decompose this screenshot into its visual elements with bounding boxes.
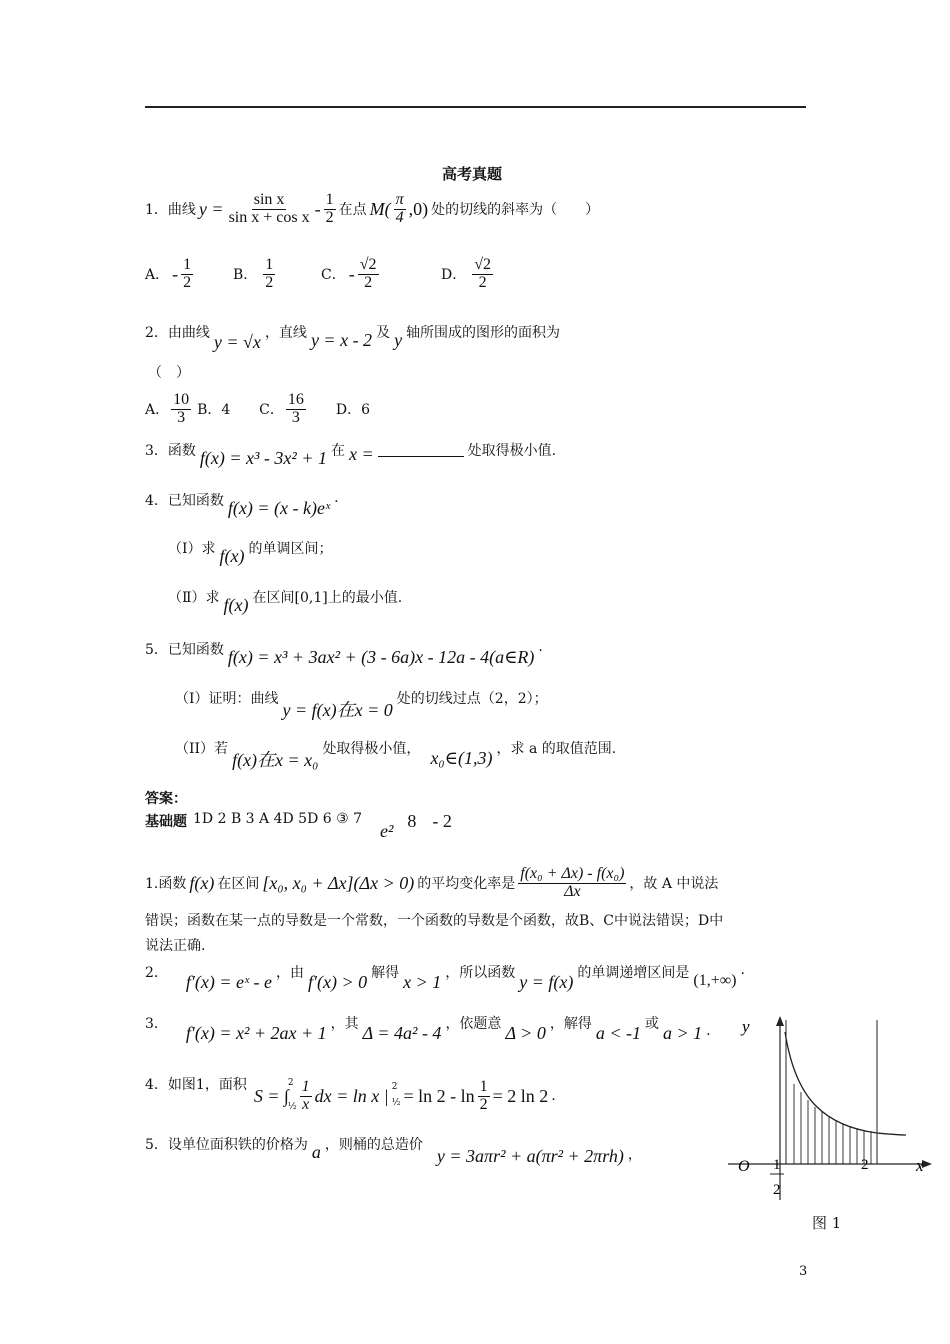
q4-part-2 (168, 587, 402, 623)
section-title: 高考真题 (442, 165, 503, 183)
a1-line3: 说法正确. (145, 938, 206, 954)
q5-p2-cond: x₀∈(1,3) (430, 748, 493, 768)
answer-5 (145, 1134, 642, 1170)
a2-interval: (1,+∞) (693, 972, 737, 989)
answers-heading: 答案： (145, 791, 187, 807)
q2-option-b: B．4 (197, 402, 231, 418)
a2-func: y = f(x) (519, 972, 574, 992)
basic-eight: 8 (407, 811, 417, 831)
q4-p2-lead: （Ⅱ）求 (168, 590, 220, 606)
q1-func-den: sin x + cos x (228, 208, 310, 226)
a4-lower: ½ (287, 1102, 297, 1112)
a4-end: . (551, 1088, 556, 1104)
page-number: 3 (799, 1264, 808, 1279)
q1-pi-fraction (394, 192, 406, 227)
a2-lead: 2． (145, 965, 168, 981)
answer-1 (145, 858, 718, 908)
a3-mid3: ，解得 (549, 1016, 592, 1032)
question-5 (145, 639, 543, 675)
question-2 (145, 318, 561, 352)
a3-deriv: f′(x) = x² + 2ax + 1 (185, 1023, 327, 1043)
a4-integrand: $\frac{1}{x}$ (301, 1077, 310, 1113)
q2-options (145, 384, 370, 434)
q3-at: 在 (330, 443, 345, 459)
basic-minus2: - 2 (432, 811, 452, 831)
a2-mid1: ，由 (276, 965, 305, 981)
header-rule (145, 106, 806, 108)
q2-option-c-fraction: $\frac{16}{3}$ (287, 390, 304, 426)
q3-tail: 处取得极小值. (467, 443, 557, 459)
a1-mid2: 的平均变化率是 (417, 876, 516, 892)
q1-option-c: C． - $\frac{√2}{2}$ (321, 255, 377, 291)
a4-lead: 4．如图1，面积 (145, 1077, 247, 1093)
a3-or: 或 (644, 1016, 659, 1032)
q1-lead: 1．曲线 (145, 202, 196, 218)
a4-limits (288, 1079, 297, 1113)
q5-p2-math: f(x)在x = x₀ (232, 750, 319, 770)
q2-option-c-label: C． (259, 402, 284, 418)
a5-mid: ，则桶的总造价 (324, 1137, 423, 1153)
q2-curve: y = √x (213, 331, 261, 352)
a1-line2: 错误；函数在某一点的导数是一个常数，一个函数的导数是个函数，故B、C中说法错误；D中 (145, 913, 724, 929)
q2-mid: ，直线 (264, 325, 307, 341)
q4-func: f(x) = (x - k)eˣ (227, 498, 331, 518)
q2-option-d: D．6 (335, 402, 370, 418)
q4-end: . (334, 490, 339, 506)
a1-lead: 1.函数 (145, 876, 187, 892)
q1-func-num: sin x (253, 190, 285, 208)
q4-p2-func: f(x) (223, 595, 249, 615)
origin-label: O (738, 1158, 750, 1175)
q1-option-b: B． $\frac{1}{2}$ (233, 255, 274, 291)
a2-end: . (740, 962, 745, 978)
figure-caption: 图 1 (812, 1214, 842, 1232)
a1-interval: [x₀, x₀ + Δx](Δx > 0) (262, 872, 415, 893)
q4-p1-func: f(x) (219, 546, 245, 566)
figure-1-graph (728, 1012, 938, 1212)
area-hatching (794, 1084, 871, 1164)
a2-mid3: ，所以函数 (445, 965, 516, 981)
q1-option-a: A． - $\frac{1}{2}$ (145, 255, 192, 291)
q1-func-fraction (227, 192, 312, 227)
a2-mid2: 解得 (371, 965, 400, 981)
answer-4 (145, 1068, 556, 1124)
q5-part-2 (175, 738, 616, 774)
a4-eval-limits: 2 ½ (391, 1082, 401, 1108)
a1-fraction: $\frac{\text{f(x₀ + Δx) - f(x₀)}}{\Delta x}$ (520, 864, 625, 900)
tick-half-num: 1 (773, 1157, 781, 1173)
q1-y: y = (198, 198, 224, 219)
answer-3 (145, 1013, 711, 1049)
q2-tail: 轴所围成的图形的面积为 (406, 325, 561, 341)
q1-pi-den: 4 (395, 208, 404, 226)
y-axis-label: y (742, 1017, 750, 1036)
q1-pi-num: π (395, 190, 404, 208)
a2-deriv: f′(x) = eˣ - e (185, 972, 273, 992)
question-1 (145, 184, 599, 234)
q5-func: f(x) = x³ + 3ax² + (3 - 6a)x - 12a - 4(a∈R) (227, 647, 535, 667)
a3-mid2: ，依题意 (445, 1016, 502, 1032)
q1-options (145, 250, 493, 298)
q5-p1-math: y = f(x)在x = 0 (282, 700, 393, 720)
q5-part-1 (175, 688, 548, 724)
q4-p2-tail: 在区间[0,1]上的最小值. (252, 590, 403, 606)
q4-p1-lead: （Ⅰ）求 (168, 541, 216, 557)
y-axis-arrow (776, 1016, 784, 1026)
q2-and: 及 (376, 325, 391, 341)
a5-formula: y = 3aπr² + a(πr² + 2πrh) (436, 1146, 624, 1166)
a3-sol2: a > 1 (662, 1023, 703, 1043)
question-3 (145, 440, 556, 476)
a5-a: a (311, 1142, 321, 1162)
q1-minus: - (314, 198, 321, 219)
a4-dx: dx = ln x | (314, 1085, 389, 1106)
a3-cond: Δ > 0 (505, 1023, 546, 1043)
tick-two: 2 (861, 1157, 869, 1173)
q2-axis: y (394, 329, 403, 350)
q2-lead: 2．由曲线 (145, 325, 210, 341)
q5-p1-lead: （I）证明：曲线 (175, 691, 279, 707)
basic-label: 基础题 (145, 814, 187, 830)
a4-result: = 2 ln 2 (492, 1085, 549, 1106)
a5-end: ， (627, 1147, 642, 1163)
tick-half-den: 2 (773, 1182, 781, 1198)
q5-p2-tail: ，求 a 的取值范围. (496, 741, 617, 757)
q5-p1-tail: 处的切线过点（2，2）； (396, 691, 548, 707)
q5-end: . (538, 639, 543, 655)
q2-paren: （ ） (148, 365, 190, 381)
q1-option-d: D． $\frac{√2}{2}$ (441, 255, 492, 291)
basic-e2: e² (380, 821, 394, 841)
a4-integral: S = ∫ (253, 1085, 289, 1106)
q4-part-1 (168, 538, 333, 574)
a1-fx: f(x) (189, 872, 215, 893)
q1-half-den: 2 (325, 208, 334, 226)
a3-disc: Δ = 4a² - 4 (362, 1023, 442, 1043)
x-axis-label: x (916, 1156, 924, 1175)
q2-option-a-label: A． (145, 402, 170, 418)
a2-ineq: f′(x) > 0 (308, 972, 368, 992)
q1-tail: 处的切线的斜率为（ ） (431, 202, 600, 218)
q2-line: y = x - 2 (310, 329, 373, 350)
q2-option-a-fraction: $\frac{10}{3}$ (173, 390, 190, 426)
a1-mid1: 在区间 (217, 876, 260, 892)
q3-lead: 3．函数 (145, 443, 196, 459)
a4-upper: 2 (287, 1078, 294, 1089)
a3-lead: 3． (145, 1016, 168, 1032)
q1-at-point: 在点 (338, 202, 367, 218)
q4-p1-tail: 的单调区间； (248, 541, 333, 557)
a1-tail: ，故 A 中说法 (629, 876, 719, 892)
question-4 (145, 490, 339, 526)
curve-one-over-x (785, 1032, 906, 1135)
a4-eval: = ln 2 - ln (403, 1085, 475, 1106)
a2-mid4: 的单调递增区间是 (577, 965, 690, 981)
q3-x-eq: x = (348, 444, 374, 464)
a3-mid1: ，其 (330, 1016, 359, 1032)
q3-func: f(x) = x³ - 3x² + 1 (199, 448, 327, 468)
a4-half: $\frac{1}{2}$ (479, 1077, 488, 1113)
a3-sol1: a < -1 (595, 1023, 641, 1043)
q1-half-fraction (324, 192, 336, 227)
q1-point-tail: ,0) (408, 198, 429, 219)
basic-answers (145, 811, 452, 847)
basic-list: 1D 2 B 3 A 4D 5D 6 ③ 7 (193, 811, 363, 827)
q4-lead: 4．已知函数 (145, 493, 224, 509)
a2-sol: x > 1 (403, 972, 442, 992)
a3-end: . (706, 1023, 711, 1039)
q5-p2-mid: 处取得极小值， (322, 741, 421, 757)
q1-half-num: 1 (325, 190, 334, 208)
q5-lead: 5．已知函数 (145, 642, 224, 658)
a5-lead: 5．设单位面积铁的价格为 (145, 1137, 308, 1153)
q3-answer-blank (378, 440, 464, 457)
q1-point-m: M( (369, 198, 391, 219)
answer-2 (145, 962, 745, 998)
q5-p2-lead: （II）若 (175, 741, 229, 757)
